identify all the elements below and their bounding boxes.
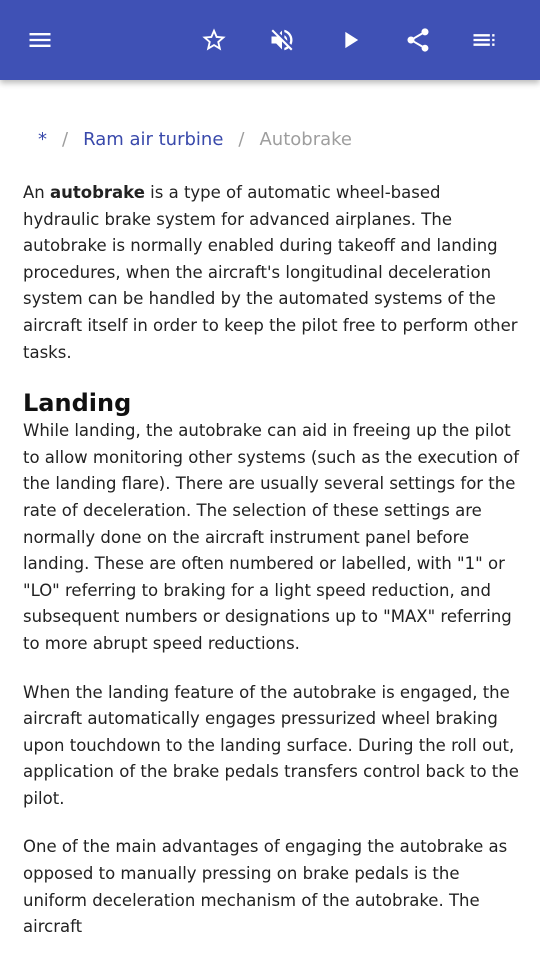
intro-text: is a type of automatic wheel-based hydraulic brake system for advanced airplanes. The autobrake is normally enabled during takeoff and landing procedures, when the aircraft's longitudinal deceleration system can be handled by the automated systems of the aircraft itself in order to keep the pilot free to perform other tasks. (23, 183, 518, 362)
section-heading: Landing (23, 389, 132, 418)
article-content (0, 80, 540, 937)
breadcrumb-separator: / (238, 129, 245, 150)
volume-off-icon (268, 26, 296, 54)
breadcrumb-current: Autobrake (259, 129, 352, 150)
share-button[interactable] (394, 16, 442, 64)
toc-icon (470, 26, 498, 54)
bookmark-button[interactable] (190, 16, 238, 64)
star-icon (200, 26, 228, 54)
paragraph: When the landing feature of the autobrake is engaged, the aircraft automatically engages pressurized wheel braking upon touchdown to the landing surface. During the roll out, application of the brake pedals transfers control back to the pilot. (23, 682, 519, 808)
breadcrumb-home-link[interactable]: * (38, 129, 47, 150)
article-body (23, 180, 521, 963)
table-of-contents-button[interactable] (460, 16, 508, 64)
intro-prefix: An (23, 183, 50, 202)
app-bar (0, 0, 540, 80)
mute-button[interactable] (258, 16, 306, 64)
article-term: autobrake (50, 183, 145, 202)
play-icon (336, 26, 364, 54)
menu-button[interactable] (16, 16, 64, 64)
paragraph: While landing, the autobrake can aid in freeing up the pilot to allow monitoring other systems (such as the execution of the landing flare). There are usually several settings for the rate of deceleration. The selection of these settings are normally done on the aircraft instrument panel before landing. These are often numbered or labelled, with "1" or "LO" referring to braking for a light speed reduction, and subsequent numbers or designations up to "MAX" referring to more abrupt speed reductions. (23, 421, 520, 653)
breadcrumb (38, 128, 352, 152)
play-button[interactable] (326, 16, 374, 64)
menu-icon (26, 26, 54, 54)
breadcrumb-separator: / (62, 129, 69, 150)
paragraph: One of the main advantages of engaging the autobrake as opposed to manually pressing on brake pedals is the uniform deceleration mechanism of the autobrake. The aircraft (23, 837, 508, 937)
breadcrumb-parent-link[interactable]: Ram air turbine (83, 129, 224, 150)
share-icon (404, 26, 432, 54)
intro-paragraph (23, 180, 521, 366)
